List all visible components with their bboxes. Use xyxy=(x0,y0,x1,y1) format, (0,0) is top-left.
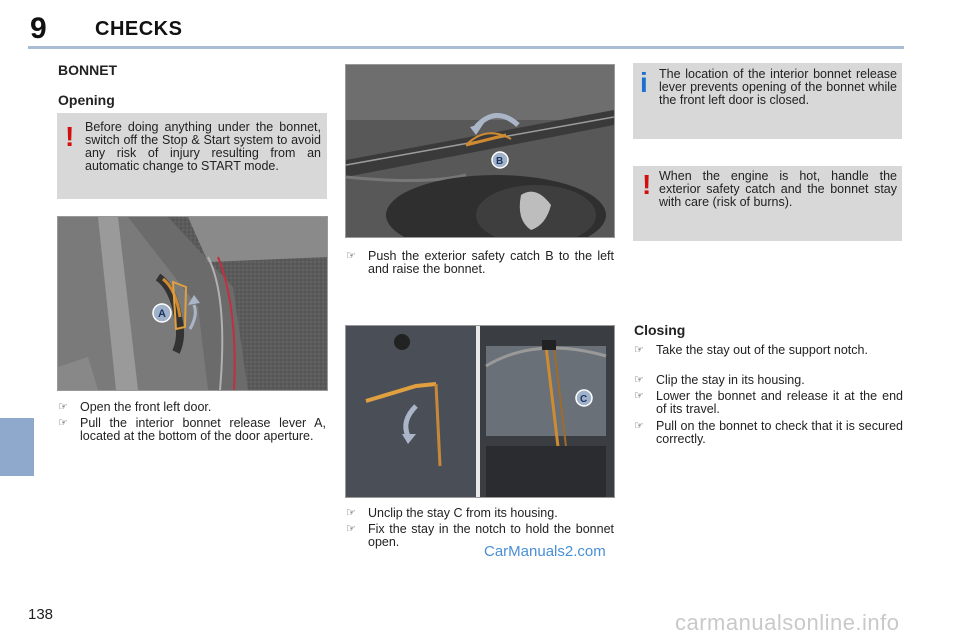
step-open-door: Open the front left door. xyxy=(80,400,212,414)
opening-heading: Opening xyxy=(58,92,115,108)
step-pull-lever: Pull the interior bonnet release lever A, located at the bottom of the door aperture. xyxy=(80,416,326,443)
header-rule xyxy=(28,46,904,49)
list-item xyxy=(634,374,903,388)
chapter-title: CHECKS xyxy=(95,18,183,40)
bullet-icon: ☞ xyxy=(634,420,644,432)
stop-start-warning-text: Before doing anything under the bonnet, switch off the Stop & Start system to avoid any risk of injury resulting from an automatic change to START mode. xyxy=(85,120,321,173)
closing-heading: Closing xyxy=(634,322,686,338)
hot-engine-warning-text: When the engine is hot, handle the exterior safety catch and the bonnet stay with care (risk of burns). xyxy=(659,169,897,209)
bullet-icon: ☞ xyxy=(58,401,68,413)
info-box xyxy=(633,63,902,139)
bullet-icon: ☞ xyxy=(634,344,644,356)
list-item xyxy=(346,507,614,521)
bullet-icon: ☞ xyxy=(346,250,356,262)
chapter-side-tab xyxy=(0,418,34,476)
photo-safety-catch xyxy=(345,64,615,238)
list-item xyxy=(634,390,903,418)
list-item xyxy=(634,420,903,448)
label-a: A xyxy=(158,308,166,320)
label-b: B xyxy=(496,156,504,167)
info-icon: i xyxy=(640,67,648,98)
warning-icon: ! xyxy=(642,169,652,200)
closing-step-3: Lower the bonnet and release it at the end of its travel. xyxy=(656,389,903,416)
section-title: BONNET xyxy=(58,62,118,78)
bullet-icon: ☞ xyxy=(634,374,644,386)
hot-engine-warning-box xyxy=(633,166,902,241)
stop-start-warning-box xyxy=(57,113,327,199)
closing-step-1: Take the stay out of the support notch. xyxy=(656,343,868,357)
page-number: 138 xyxy=(28,606,54,623)
list-item xyxy=(58,401,326,415)
step-fix-stay: Fix the stay in the notch to hold the bonnet open. xyxy=(368,522,614,549)
bullet-icon: ☞ xyxy=(346,523,356,535)
label-c: C xyxy=(580,394,588,405)
list-item xyxy=(634,344,903,372)
list-item xyxy=(346,250,614,278)
info-text: The location of the interior bonnet release lever prevents opening of the bonnet while the front left door is closed. xyxy=(659,67,897,107)
bullet-icon: ☞ xyxy=(58,417,68,429)
photo-bonnet-stay xyxy=(345,325,615,498)
closing-step-4: Pull on the bonnet to check that it is secured correctly. xyxy=(656,419,903,446)
step-unclip-stay: Unclip the stay C from its housing. xyxy=(368,506,558,520)
bullet-icon: ☞ xyxy=(346,507,356,519)
watermark-carmanualsonline: carmanualsonline.info xyxy=(675,610,900,635)
list-item xyxy=(58,417,326,459)
step-push-catch: Push the exterior safety catch B to the left and raise the bonnet. xyxy=(368,249,614,276)
watermark-carmanuals2: CarManuals2.com xyxy=(484,543,606,560)
warning-icon: ! xyxy=(65,121,75,152)
photo-release-lever xyxy=(57,216,328,391)
closing-step-2: Clip the stay in its housing. xyxy=(656,373,805,387)
chapter-number: 9 xyxy=(30,12,47,45)
bullet-icon: ☞ xyxy=(634,390,644,402)
